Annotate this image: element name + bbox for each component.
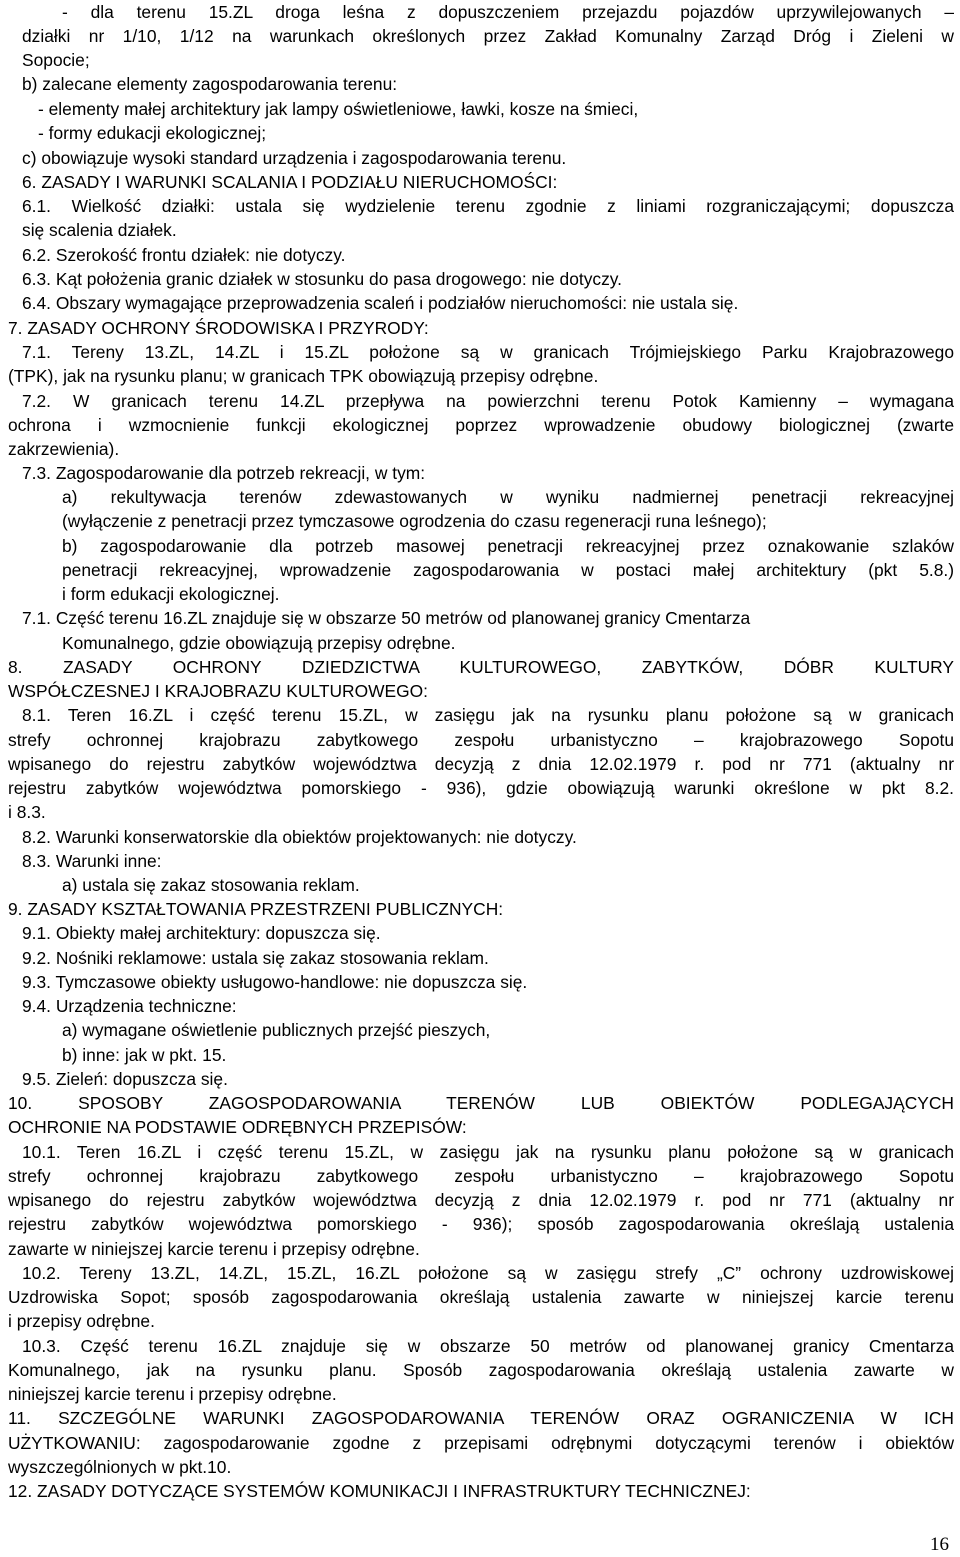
text-line: 8.3. Warunki inne: <box>22 851 162 871</box>
text-line: 10.3. Część terenu 16.ZL znajduje się w obszarze 50 metrów od planowanej granicy Cmentarza <box>22 1336 954 1356</box>
text-line: 9.2. Nośniki reklamowe: ustala się zakaz stosowania reklam. <box>22 948 489 968</box>
text-line: b) zagospodarowanie dla potrzeb masowej penetracji rekreacyjnej przez oznakowanie szlaków <box>62 536 954 556</box>
text-line: - formy edukacji ekologicznej; <box>38 123 267 143</box>
text-line: Komunalnego, gdzie obowiązują przepisy odrębne. <box>62 633 456 653</box>
text-line: Sopocie; <box>22 50 90 70</box>
text-line: WSPÓŁCZESNEJ I KRAJOBRAZU KULTUROWEGO: <box>8 681 428 701</box>
text-line: - elementy małej architektury jak lampy oświetleniowe, ławki, kosze na śmieci, <box>38 99 639 119</box>
text-line: 8.2. Warunki konserwatorskie dla obiektów projektowanych: nie dotyczy. <box>22 827 577 847</box>
text-line: rejestru zabytków województwa pomorskiego - 936), gdzie obowiązują warunki określone w pkt 8.2. <box>8 778 954 798</box>
text-line: rejestru zabytków województwa pomorskiego - 936); sposób zagospodarowania określają ustalenia <box>8 1214 954 1234</box>
text-line: 6.2. Szerokość frontu działek: nie dotyczy. <box>22 245 346 265</box>
text-line: 7.3. Zagospodarowanie dla potrzeb rekreacji, w tym: <box>22 463 426 483</box>
text-line: strefy ochronnej krajobrazu zabytkowego zespołu urbanistyczno – krajobrazowego Sopotu <box>8 1166 954 1186</box>
page-number: 16 <box>930 1534 949 1555</box>
text-line: a) wymagane oświetlenie publicznych przejść pieszych, <box>62 1020 491 1040</box>
text-line: Komunalnego, jak na rysunku planu. Sposób zagospodarowania określają ustalenia zawarte w <box>8 1360 954 1380</box>
text-line: 6.3. Kąt położenia granic działek w stosunku do pasa drogowego: nie dotyczy. <box>22 269 623 289</box>
text-line: a) rekultywacja terenów zdewastowanych w wyniku nadmiernej penetracji rekreacyjnej <box>62 487 954 507</box>
text-line: 9.1. Obiekty małej architektury: dopuszcza się. <box>22 923 381 943</box>
text-line: wyszczególnionych w pkt.10. <box>8 1457 232 1477</box>
text-line: 10.2. Tereny 13.ZL, 14.ZL, 15.ZL, 16.ZL położone są w zasięgu strefy „C” ochrony uzdrowiskowej <box>22 1263 954 1283</box>
text-line: się scalenia działek. <box>22 220 177 240</box>
text-line: UŻYTKOWANIU: zagospodarowanie zgodne z przepisami odrębnymi dotyczącymi terenów i obiektów <box>8 1433 954 1453</box>
text-line: wpisanego do rejestru zabytków województwa decyzją z dnia 12.02.1979 r. pod nr 771 (aktualny nr <box>8 754 954 774</box>
text-line: 9.4. Urządzenia techniczne: <box>22 996 237 1016</box>
text-line: 12. ZASADY DOTYCZĄCE SYSTEMÓW KOMUNIKACJI I INFRASTRUKTURY TECHNICZNEJ: <box>8 1481 751 1501</box>
text-line: OCHRONIE NA PODSTAWIE ODRĘBNYCH PRZEPISÓW: <box>8 1117 467 1137</box>
text-line: Uzdrowiska Sopot; sposób zagospodarowania określają ustalenia zawarte w niniejszej karcie terenu <box>8 1287 954 1307</box>
text-line: działki nr 1/10, 1/12 na warunkach określonych przez Zakład Komunalny Zarząd Dróg i Zieleni w <box>22 26 954 46</box>
text-line: 8. ZASADY OCHRONY DZIEDZICTWA KULTUROWEGO, ZABYTKÓW, DÓBR KULTURY <box>8 657 954 677</box>
text-line: ochrona i wzmocnienie funkcji ekologicznej poprzez wprowadzenie obudowy biologicznej (zwarte <box>8 415 954 435</box>
text-line: 7. ZASADY OCHRONY ŚRODOWISKA I PRZYRODY: <box>8 318 429 338</box>
text-line: zawarte w niniejszej karcie terenu i przepisy odrębne. <box>8 1239 420 1259</box>
text-line: niniejszej karcie terenu i przepisy odrębne. <box>8 1384 337 1404</box>
text-line: 9.3. Tymczasowe obiekty usługowo-handlowe: nie dopuszcza się. <box>22 972 528 992</box>
text-line: wpisanego do rejestru zabytków województwa decyzją z dnia 12.02.1979 r. pod nr 771 (aktualny nr <box>8 1190 954 1210</box>
text-line: b) inne: jak w pkt. 15. <box>62 1045 227 1065</box>
text-line: 8.1. Teren 16.ZL i część terenu 15.ZL, w zasięgu jak na rysunku planu położone są w granicach <box>22 705 954 725</box>
text-line: i form edukacji ekologicznej. <box>62 584 280 604</box>
text-line: 7.1. Część terenu 16.ZL znajduje się w obszarze 50 metrów od planowanej granicy Cmentarza <box>22 608 751 628</box>
text-line: 6.1. Wielkość działki: ustala się wydzielenie terenu zgodnie z liniami rozgraniczającymi; dopuszcza <box>22 196 954 216</box>
text-line: 6.4. Obszary wymagające przeprowadzenia scaleń i podziałów nieruchomości: nie ustala się. <box>22 293 739 313</box>
text-line: b) zalecane elementy zagospodarowania terenu: <box>22 74 398 94</box>
text-line: (wyłączenie z penetracji przez tymczasowe ogrodzenia do czasu regeneracji runa leśnego); <box>62 511 767 531</box>
text-line: 6. ZASADY I WARUNKI SCALANIA I PODZIAŁU NIERUCHOMOŚCI: <box>22 172 558 192</box>
text-line: 9.5. Zieleń: dopuszcza się. <box>22 1069 228 1089</box>
text-line: - dla terenu 15.ZL droga leśna z dopuszczeniem przejazdu pojazdów uprzywilejowanych – <box>62 2 954 22</box>
text-line: 9. ZASADY KSZTAŁTOWANIA PRZESTRZENI PUBLICZNYCH: <box>8 899 504 919</box>
text-line: penetracji rekreacyjnej, wprowadzenie zagospodarowania w postaci małej architektury (pkt 5.8.) <box>62 560 954 580</box>
text-line: 10. SPOSOBY ZAGOSPODAROWANIA TERENÓW LUB OBIEKTÓW PODLEGAJĄCYCH <box>8 1093 954 1113</box>
text-line: (TPK), jak na rysunku planu; w granicach TPK obowiązują przepisy odrębne. <box>8 366 599 386</box>
text-line: i 8.3. <box>8 802 46 822</box>
text-line: 7.2. W granicach terenu 14.ZL przepływa na powierzchni terenu Potok Kamienny – wymagana <box>22 391 954 411</box>
text-line: 7.1. Tereny 13.ZL, 14.ZL i 15.ZL położone są w granicach Trójmiejskiego Parku Krajobrazowego <box>22 342 954 362</box>
text-line: 10.1. Teren 16.ZL i część terenu 15.ZL, w zasięgu jak na rysunku planu położone są w granicach <box>22 1142 954 1162</box>
text-line: c) obowiązuje wysoki standard urządzenia i zagospodarowania terenu. <box>22 148 567 168</box>
text-line: zakrzewienia). <box>8 439 120 459</box>
text-line: i przepisy odrębne. <box>8 1311 155 1331</box>
text-line: 11. SZCZEGÓLNE WARUNKI ZAGOSPODAROWANIA TERENÓW ORAZ OGRANICZENIA W ICH <box>8 1408 954 1428</box>
text-line: strefy ochronnej krajobrazu zabytkowego zespołu urbanistyczno – krajobrazowego Sopotu <box>8 730 954 750</box>
text-line: a) ustala się zakaz stosowania reklam. <box>62 875 360 895</box>
